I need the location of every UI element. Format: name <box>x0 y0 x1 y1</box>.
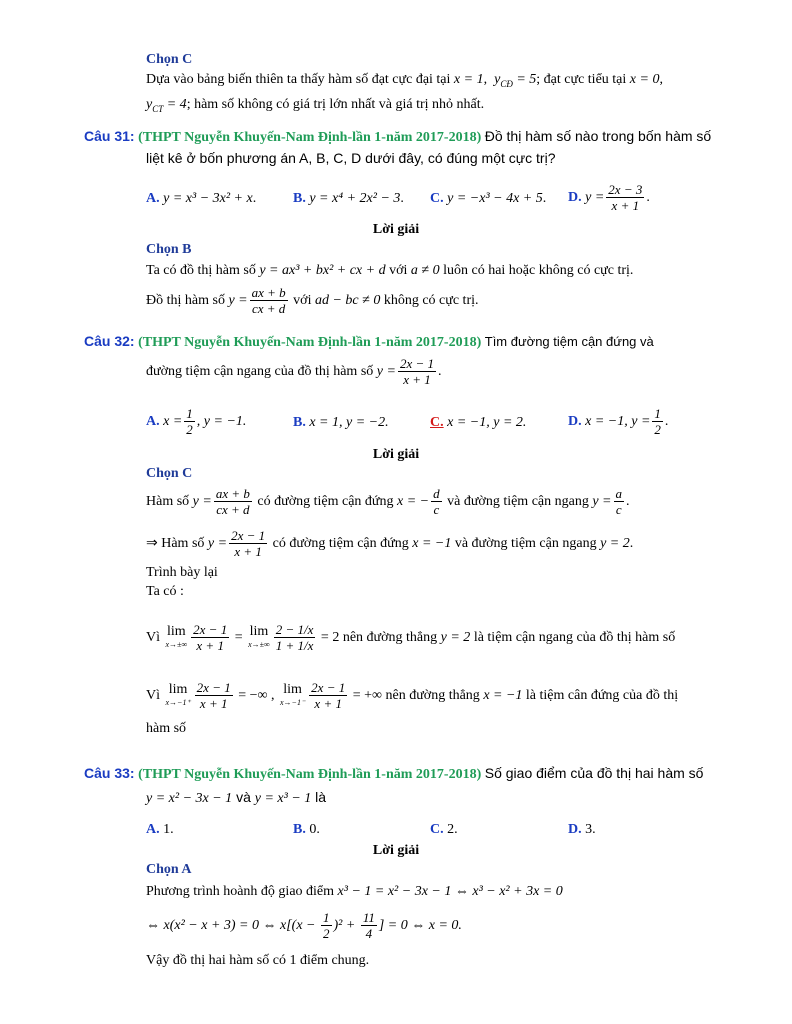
q31-question-1: Đồ thị hàm số nào trong bốn hàm số <box>484 128 712 144</box>
q31-option-c-label: C. <box>430 191 444 206</box>
q32-s1-den3: c <box>615 502 622 518</box>
q32-l2-den: x + 1 <box>199 696 228 712</box>
q33-option-d-label: D. <box>568 822 582 837</box>
q32-question-1: Tìm đường tiệm cận đứng và <box>484 334 654 349</box>
q30-solution-line-1: Dựa vào bảng biến thiên ta thấy hàm số đạt cực đại tại x = 1, $y_{CĐ} = 5$; đạt cực tiểu tại x = 0, <box>146 72 663 89</box>
q32-l2-frac2 <box>309 680 347 711</box>
q32-l2-res: = −∞ <box>234 688 268 703</box>
q33-question-2 <box>146 788 326 808</box>
q32-l1-res: = 2 <box>317 630 340 645</box>
q31-sol2-pre: y = <box>228 293 248 308</box>
q32-s1-c: và đường tiệm cận ngang <box>443 494 593 509</box>
q32-l2-lim2-word: lim <box>283 681 302 697</box>
q32-l1-cden: 1 + 1/x <box>275 638 314 654</box>
q32-q-pre: y = <box>376 364 396 379</box>
q33-q-math2: y = x³ − 1 <box>254 791 312 806</box>
q31-sol1-b: với <box>385 263 411 278</box>
q32-l1-lim-word: lim <box>166 623 186 639</box>
q32-l2-lim-word: lim <box>168 681 188 697</box>
q33-option-a <box>146 821 174 839</box>
q32-s2-math: x = −1 <box>412 536 452 551</box>
q30-math-yct: y <box>146 97 153 112</box>
q32-s1-num3: a <box>615 486 623 502</box>
q32-q-num: 2x − 1 <box>399 356 434 372</box>
q31-sol1-math2: a ≠ 0 <box>410 263 440 278</box>
q33-option-c-text: 2. <box>447 822 458 837</box>
q30-solution-line-2 <box>146 96 484 118</box>
q32-l2-lim2-sub: x→−1⁻ <box>280 697 306 707</box>
q32-l1-lim2-sub: x→±∞ <box>248 639 270 649</box>
q30-text2: ; đạt cực tiểu tại <box>536 72 630 87</box>
q31-sol2-b: với <box>289 293 315 308</box>
q30-text: Dựa vào bảng biến thiên ta thấy hàm số đạt cực đại tại <box>146 72 454 87</box>
q33-q-la: là <box>311 789 327 805</box>
q32-l1-text2: là tiệm cận ngang của đồ thị hàm số <box>470 630 676 645</box>
q32-loigiai: Lời giải <box>372 447 420 462</box>
q33-solution-2 <box>146 908 462 944</box>
q33-option-c <box>430 821 458 839</box>
q30-math-ycd: y <box>494 72 501 87</box>
q31-sol1-c: luôn có hai hoặc không có cực trị. <box>439 263 634 278</box>
q33-s1-text: Phương trình hoành độ giao điểm <box>146 884 338 899</box>
q32-s1-a: Hàm số <box>146 494 193 509</box>
q32-l2-text2: là tiệm cân đứng của đồ thị <box>522 688 679 703</box>
q33-source: (THPT Nguyễn Khuyến-Nam Định-lần 1-năm 2017-2018) <box>138 767 482 782</box>
q32-option-a-num: 1 <box>186 406 193 422</box>
q32-option-a-pre: x = <box>163 414 183 429</box>
q30-math-5: = 5 <box>512 72 537 87</box>
q30-math-x1: x = 1 <box>453 72 484 87</box>
q32-l2-sep: , <box>267 688 278 703</box>
q31-question-2: liệt kê ở bốn phương án A, B, C, D dưới đây, có đúng một cực trị? <box>146 150 556 166</box>
q31-option-d-num: 2x − 3 <box>608 182 643 198</box>
q33-s2-b: [(x − <box>286 918 319 933</box>
q31-solution-1 <box>146 262 633 280</box>
q31-answer-choice: Chọn B <box>146 242 192 257</box>
q33-q-va: và <box>232 789 255 805</box>
q33-option-b <box>293 821 320 839</box>
q32-option-d: D. x = −1, y = $\frac{1}{2}$ . <box>568 406 669 438</box>
q32-header <box>84 332 654 352</box>
q32-option-d-fraction <box>652 406 663 437</box>
q32-l2-frac <box>195 680 233 711</box>
q32-option-c-text: x = −1, y = 2. <box>447 415 527 430</box>
q32-option-a-den: 2 <box>186 422 193 438</box>
q31-sol2-den: cx + d <box>251 301 286 317</box>
q32-answer-choice: Chọn C <box>146 466 193 481</box>
q33-option-c-label: C. <box>430 822 444 837</box>
q31-source: (THPT Nguyễn Khuyến-Nam Định-lần 1-năm 2017-2018) <box>138 130 482 145</box>
q31-option-b-text: y = x⁴ + 2x² − 3 <box>309 191 401 206</box>
q32-source: (THPT Nguyễn Khuyến-Nam Định-lần 1-năm 2017-2018) <box>138 335 482 350</box>
q31-sol2-num: ax + b <box>251 285 286 301</box>
q32-q-fraction <box>398 356 436 387</box>
q32-s2-c: và đường tiệm cận ngang <box>451 536 601 551</box>
q31-solution-2 <box>146 283 479 319</box>
q32-q-den: x + 1 <box>403 372 431 388</box>
q32-l2-vi: Vì <box>146 688 164 703</box>
q33-s2-num2: 11 <box>362 910 375 926</box>
q32-l2-lim <box>166 683 191 709</box>
q33-option-d <box>568 821 596 839</box>
q32-l1-den: x + 1 <box>196 638 224 654</box>
q32-limit-line-2 <box>146 678 678 714</box>
q32-s1-frac2 <box>431 486 442 517</box>
q31-sol2-a: Đồ thị hàm số <box>146 293 229 308</box>
q33-s2-num: 1 <box>323 910 330 926</box>
q32-l1-math: y = 2 <box>440 630 471 645</box>
q32-option-a-fraction <box>184 406 195 437</box>
q32-question-2: đường tiệm cận ngang của đồ thị hàm số y = $\frac{2x - 1}{x + 1}$ . <box>146 356 442 388</box>
q33-option-a-text: 1. <box>163 822 174 837</box>
q32-option-b <box>293 414 389 432</box>
q32-l2-num2: 2x − 1 <box>311 680 346 696</box>
q32-l1-num: 2x − 1 <box>193 622 228 638</box>
q33-s2-frac2 <box>361 910 377 941</box>
q31-option-b: B. y = x⁴ + 2x² − 3. <box>293 191 404 206</box>
q31-sol2-math: ad − bc ≠ 0 <box>314 293 381 308</box>
q31-sol2-c: không có cực trị. <box>380 293 479 308</box>
q32-l1-lim <box>166 625 188 651</box>
q32-l1-frac <box>191 622 229 653</box>
q32-s2-pre: y = <box>207 536 228 551</box>
q32-s2-frac <box>229 528 267 559</box>
q32-solution-1: Hàm số y = $\frac{ax + b}{cx + d}$ có đường tiệm cận đứng x = − $\frac{d}{c}$ và đường tiệm cận ngang y = $\frac{a}{c}$ . <box>146 486 630 518</box>
q33-question-1: Số giao điểm của đồ thị hai hàm số <box>484 765 704 781</box>
q31-loigiai: Lời giải <box>372 222 420 237</box>
q31-option-d: D. y = $\frac{2x - 3}{x + 1}$ . <box>568 182 650 214</box>
q31-option-d-den: x + 1 <box>611 198 640 214</box>
q31-option-d-pre: y = <box>585 190 605 205</box>
q32-s2-num: 2x − 1 <box>231 528 266 544</box>
q32-s1-math: x = − <box>397 494 430 509</box>
q31-option-c-text: y = −x³ − 4x + 5 <box>447 191 543 206</box>
q32-l1-eq: = <box>231 630 247 645</box>
q33-q-math1: y = x² − 3x − 1 <box>146 791 233 806</box>
q32-l2-lim-sub: x→−1⁺ <box>165 697 191 707</box>
q32-l1-lim2-word: lim <box>249 623 269 639</box>
q31-sol2-fraction <box>250 285 288 316</box>
q33-s2-den2: 4 <box>365 926 373 942</box>
q31-option-d-fraction <box>606 182 644 213</box>
q32-s2-math2: y = 2 <box>600 536 630 551</box>
q32-l2-den2: x + 1 <box>314 696 342 712</box>
q32-l1-cnum: 2 − 1/x <box>275 622 314 638</box>
q32-s1-b: có đường tiệm cận đứng <box>253 494 397 509</box>
q32-option-c <box>430 414 526 432</box>
q32-taco: Ta có : <box>146 584 184 599</box>
q32-s2-b: có đường tiệm cận đứng <box>269 536 413 551</box>
q32-l3: hàm số <box>146 721 187 736</box>
q31-label: Câu 31: <box>84 128 135 144</box>
q33-option-b-text: 0. <box>309 822 320 837</box>
q30-math-x0: x = 0 <box>629 72 660 87</box>
q32-l1-vi: Vì <box>146 630 164 645</box>
q32-l2-num: 2x − 1 <box>196 680 231 696</box>
q31-option-a-text: y = x³ − 3x² + x <box>163 191 253 206</box>
q32-option-a-post: , y = −1. <box>196 414 247 429</box>
q33-loigiai: Lời giải <box>372 843 420 858</box>
q32-label: Câu 32: <box>84 333 135 349</box>
q33-s2-c: )² + <box>333 918 359 933</box>
q33-s2-d: ] = 0 ⇔ x = 0. <box>378 918 462 933</box>
q32-option-a <box>146 404 246 440</box>
q32-option-d-num: 1 <box>654 406 661 422</box>
q32-s2-den: x + 1 <box>234 544 262 560</box>
q32-l2-res2: = +∞ <box>349 688 382 703</box>
q33-solution-1 <box>146 883 563 901</box>
q32-s1-num2: d <box>433 486 440 502</box>
q32-l1-lim-sub: x→±∞ <box>165 639 188 649</box>
q30-text3: ; hàm số không có giá trị lớn nhất và giá trị nhỏ nhất. <box>186 97 485 112</box>
q32-l1-text: nên đường thẳng <box>339 630 441 645</box>
q32-solution-2: ⇒ Hàm số y = $\frac{2x - 1}{x + 1}$ có đường tiệm cận đứng x = −1 và đường tiệm cận ngang y = 2. <box>146 528 634 560</box>
q32-option-d-den: 2 <box>654 422 661 438</box>
q32-l2-math: x = −1 <box>483 688 523 703</box>
q31-option-c: C. y = −x³ − 4x + 5. <box>430 191 547 206</box>
q33-s2-den: 2 <box>323 926 330 942</box>
q31-option-a: A. y = x³ − 3x² + x. <box>146 191 257 206</box>
q32-option-c-label: C. <box>430 415 444 430</box>
q32-s1-math2: y = <box>592 494 612 509</box>
q30-sub-ct: CT <box>152 103 164 114</box>
q33-s2-a: ⇔ x(x² − x + 3) = 0 ⇔ x <box>146 918 287 933</box>
q32-option-b-label: B. <box>293 415 306 430</box>
q32-s1-den2: c <box>433 502 440 518</box>
q32-option-d-pre: x = −1, y = <box>585 414 651 429</box>
q32-s2-a: ⇒ Hàm số <box>146 536 208 551</box>
q32-redo: Trình bày lại <box>146 565 218 580</box>
q33-header <box>84 764 703 784</box>
q33-s1-math: x³ − 1 = x² − 3x − 1 ⇔ x³ − x² + 3x = 0 <box>337 884 563 899</box>
q33-label: Câu 33: <box>84 765 135 781</box>
q31-option-a-label: A. <box>146 191 160 206</box>
q31-option-b-label: B. <box>293 191 306 206</box>
q33-s2-frac <box>321 910 332 941</box>
q32-option-b-text: x = 1, y = −2. <box>309 415 389 430</box>
q32-s1-num: ax + b <box>215 486 250 502</box>
q33-answer-choice: Chọn A <box>146 862 192 877</box>
q33-option-a-label: A. <box>146 822 160 837</box>
q30-answer-choice: Chọn C <box>146 52 193 67</box>
q32-s1-frac3 <box>614 486 625 517</box>
q31-option-d-label: D. <box>568 190 582 205</box>
q33-solution-3: Vậy đồ thị hai hàm số có 1 điểm chung. <box>146 953 370 968</box>
q32-limit-line-1 <box>146 605 675 671</box>
q31-header <box>84 127 711 147</box>
q31-sol1-math: y = ax³ + bx² + cx + d <box>259 263 386 278</box>
q32-s1-frac <box>214 486 252 517</box>
q30-math-4: = 4 <box>163 97 187 112</box>
q32-s1-pre: y = <box>192 494 212 509</box>
q31-sol1-a: Ta có đồ thị hàm số <box>146 263 260 278</box>
q30-sub-cd: CĐ <box>500 78 513 89</box>
q32-option-d-label: D. <box>568 414 582 429</box>
q32-l2-text: nên đường thẳng <box>382 688 484 703</box>
q32-question-2-text: đường tiệm cận ngang của đồ thị hàm số <box>146 364 377 379</box>
q32-l2-lim2 <box>280 683 305 709</box>
q32-s1-den: cx + d <box>216 502 250 518</box>
q33-option-d-text: 3. <box>585 822 596 837</box>
q32-l1-lim2 <box>248 625 270 651</box>
q32-l1-complex-frac <box>274 622 316 653</box>
q32-option-a-label: A. <box>146 414 160 429</box>
q33-option-b-label: B. <box>293 822 306 837</box>
